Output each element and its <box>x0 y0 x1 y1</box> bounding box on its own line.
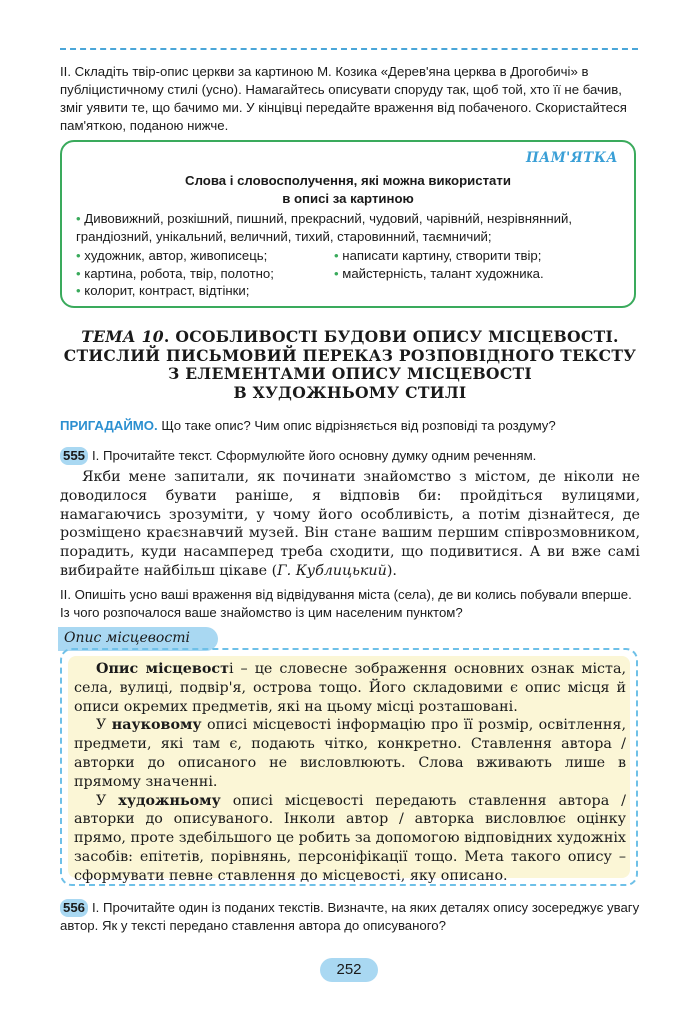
section-tab-label: Опис місцевості <box>64 630 190 646</box>
list-item: • майстерність, талант художника. <box>334 265 544 281</box>
topic-heading: ТЕМА 10. ОСОБЛИВОСТІ БУДОВИ ОПИСУ МІСЦЕВОСТІ. СТИСЛИЙ ПИСЬМОВИЙ ПЕРЕКАЗ РОЗПОВІДНОГО ТЕКСТУ З ЕЛЕМЕНТАМИ ОПИСУ МІСЦЕВОСТІ В ХУДОЖНЬОМУ СТИЛІ <box>63 327 637 402</box>
reading-passage: Якби мене запитали, як починати знайомство з містом, де ніколи не доводилося бувати раніше, я відповів би: пройдіться вулицями, намагаючись зрозуміти, у чому його особливість, а потім дізнайтеся, де розміщено краєзнавчий музей. Він стане вашим першим співрозмовником, порадить, куди насамперед треба сходити, що подивитися. А ви вже самі вибирайте найбільш цікаве (Г. Кублицький). <box>60 469 640 579</box>
recall-line: ПРИГАДАЙМО. Що таке опис? Чим опис відрізняється від розповіді та роздуму? <box>60 418 556 433</box>
memo-bullet-full: • Дивовижний, розкішний, пишний, прекрасний, чудовий, чарівни́й, незрівнянний, грандіозний, унікальний, величний, тихий, старовинний, таємничий; <box>76 211 573 244</box>
exercise-number-badge: 556 <box>60 899 88 917</box>
passage-author: Г. Кублицький <box>277 562 387 579</box>
definition-text <box>74 660 626 886</box>
bullet-icon: • <box>334 248 343 263</box>
definition-paragraph: У художньому описі місцевості передають ставлення автора / авторки до описуваного. Інколи автор / авторка висловлює оцінку прямо, проте здебільшого це робить за допомогою відповідних художніх засобів: епітетів, порівнянь, персоніфікації тощо. Мета такого опису – сформувати певне ставлення до місцевості, яку описано. <box>74 792 626 884</box>
bullet-icon: • <box>76 283 85 298</box>
bullet-icon: • <box>76 265 85 281</box>
bullet-icon: • <box>76 211 85 226</box>
exercise-555-task2: ІІ. Опишіть усно ваші враження від відвідування міста (села), де ви колись побували вперше. Із чого розпочалося ваше знайомство із цим населеним пунктом? <box>60 587 632 620</box>
exercise-556-task: 556 І. Прочитайте один із поданих текстів. Визначте, на яких деталях опису зосереджує увагу автор. Як у тексті передано ставлення автора до описуваного? <box>60 900 640 933</box>
list-item: • картина, робота, твір, полотно; <box>76 265 274 281</box>
topic-label: ТЕМА 10 <box>81 327 164 346</box>
memo-heading-line2: в описі за картиною <box>282 191 414 206</box>
page-number: 252 <box>320 958 378 982</box>
memo-right-column <box>334 247 614 300</box>
memo-label: ПАМ'ЯТКА <box>525 150 618 166</box>
list-item: • написати картину, створити твір; <box>334 248 542 263</box>
memo-left-column <box>76 247 334 300</box>
memo-box <box>60 140 636 308</box>
memo-heading <box>62 172 634 208</box>
list-item: • художник, автор, живописець; <box>76 248 268 263</box>
list-item: • колорит, контраст, відтінки; <box>76 283 250 298</box>
memo-heading-line1: Слова і словосполучення, які можна використати <box>185 173 511 188</box>
exercise-555-task1: 555 І. Прочитайте текст. Сформулюйте його основну думку одним реченням. <box>60 447 640 465</box>
intro-task: ІІ. Складіть твір-опис церкви за картиною М. Козика «Дерев'яна церква в Дрогобичі» в публіцистичному стилі (усно). Намагайтесь описувати споруду так, щоб той, хто її не бачив, зміг уявити те, що бачимо ми. У кінцівці передайте враження від побаченого. Скористайтеся пам'яткою, поданою нижче. <box>60 64 627 133</box>
recall-label: ПРИГАДАЙМО. <box>60 418 158 433</box>
bullet-icon: • <box>76 248 85 263</box>
exercise-number-badge: 555 <box>60 447 88 465</box>
top-divider <box>60 48 638 50</box>
memo-list <box>76 210 624 300</box>
bullet-icon: • <box>334 265 343 281</box>
memo-columns <box>76 247 624 300</box>
definition-paragraph: У науковому описі місцевості інформацію про її розмір, освітлення, предмети, які там є, подають чітко, конкретно. Ставлення автора / авторки до описаного не висловлюють. Слова вживають лише в прямому значенні. <box>74 717 626 790</box>
definition-paragraph: Опис місцевості – це словесне зображення основних ознак міста, села, вулиці, подвір'я, острова тощо. Його складовими є опис місця й описи окремих предметів, які на цьому місці розташовані. <box>74 661 627 715</box>
